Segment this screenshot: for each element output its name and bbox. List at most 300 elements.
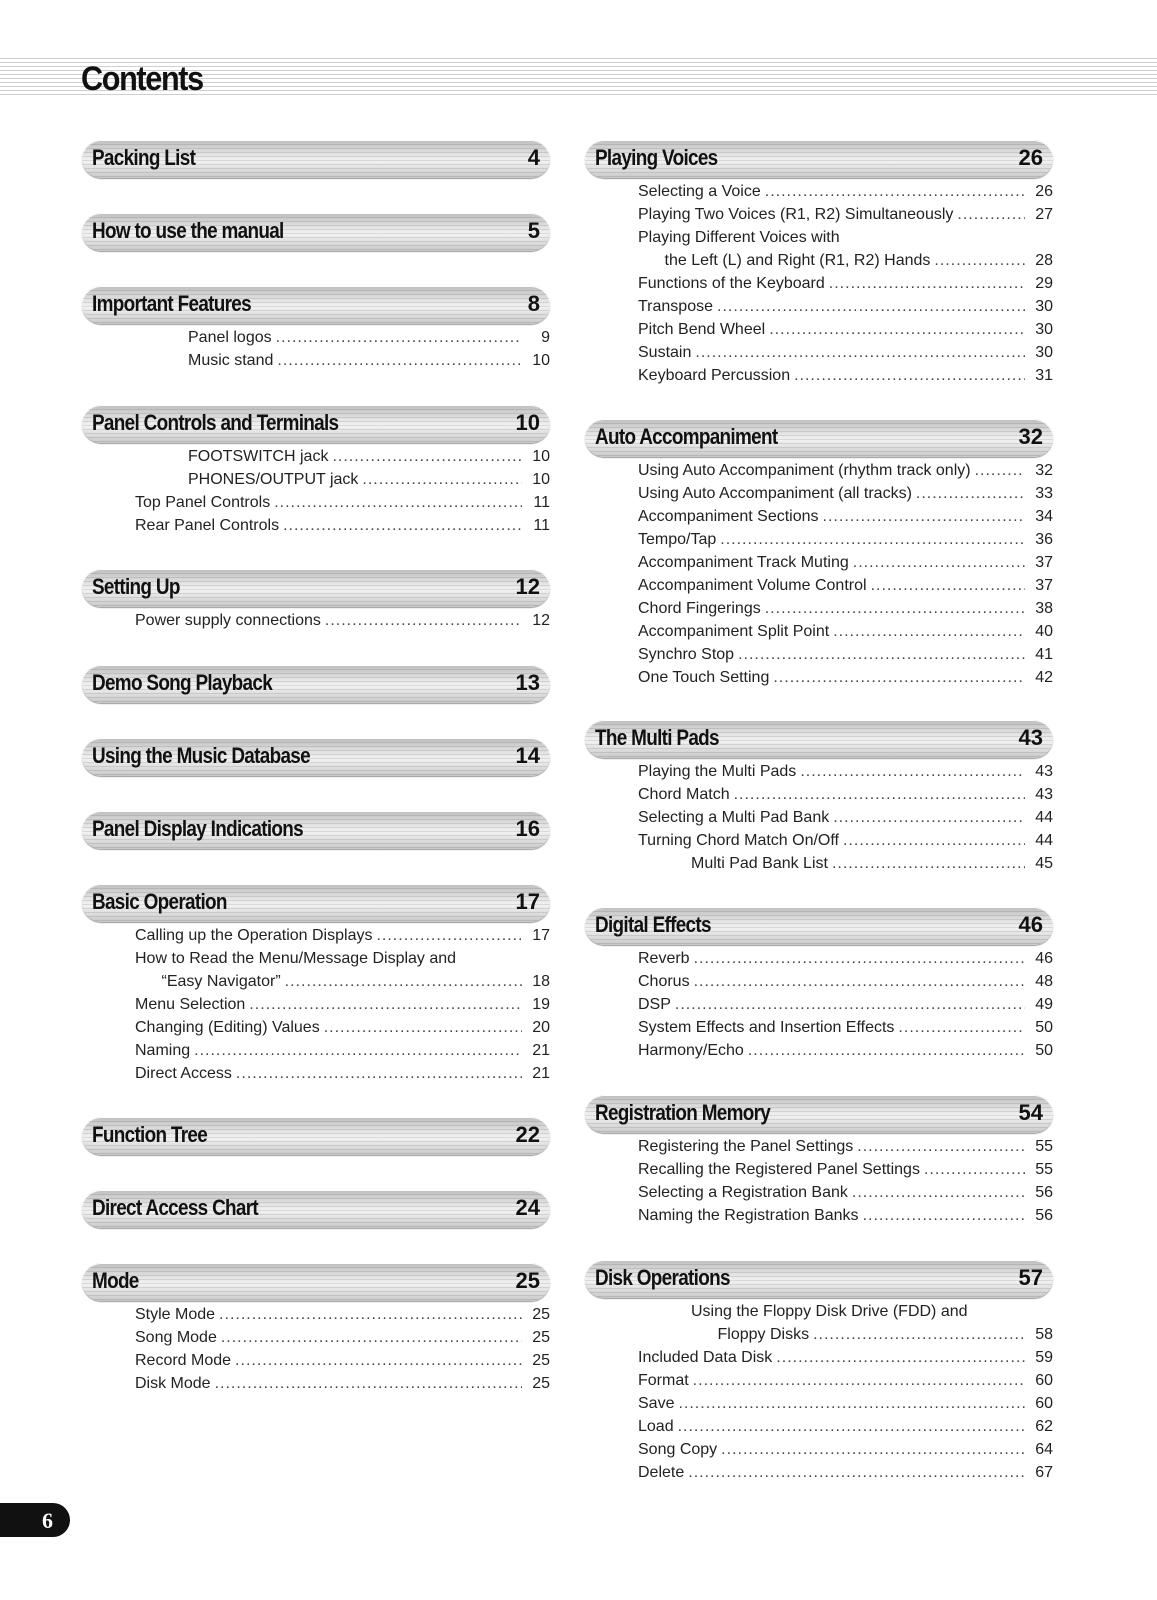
entry-page-number: 42 [1035,669,1053,686]
dot-leader [843,832,1025,850]
entry-page-number: 28 [1035,252,1053,269]
section-header[interactable] [82,665,550,703]
entry-page-number: 56 [1035,1207,1053,1224]
toc-section-panel-display-indications [82,811,550,849]
entry-text: Using Auto Accompaniment (rhythm track only) [638,462,971,479]
section-page-number: 32 [1018,424,1043,449]
entry-text: Calling up the Operation Displays [135,927,373,944]
toc-entry[interactable] [585,462,1053,485]
toc-entry[interactable] [82,1019,550,1042]
dot-leader [332,448,522,466]
entry-text: Registering the Panel Settings [638,1138,854,1155]
entry-page-number: 37 [1035,554,1053,571]
toc-entry[interactable] [585,344,1053,367]
section-page-number: 24 [515,1195,540,1220]
dot-leader [853,554,1025,572]
section-page-number: 46 [1018,912,1043,937]
entry-page-number: 26 [1035,183,1053,200]
entry-text: Naming [135,1042,191,1059]
section-header[interactable] [82,140,550,178]
page-number: 6 [42,1508,53,1533]
dot-leader [695,344,1025,362]
section-page-number: 4 [527,145,540,170]
entry-page-number: 17 [532,927,550,944]
dot-leader [277,352,522,370]
entry-page-number: 18 [532,973,550,990]
dot-leader [720,531,1025,549]
entry-text: Direct Access [135,1065,232,1082]
dot-leader [721,1441,1025,1459]
toc-entry[interactable] [585,229,1053,252]
toc-entry[interactable] [585,367,1053,390]
toc-entry[interactable] [585,1326,1053,1349]
dot-leader [769,321,1025,339]
entry-page-number: 34 [1035,508,1053,525]
entry-text: Accompaniment Volume Control [638,577,867,594]
toc-entry[interactable] [585,600,1053,623]
dot-leader [678,1395,1025,1413]
toc-entry[interactable] [585,531,1053,554]
entry-list [585,457,1053,692]
toc-entry[interactable] [585,973,1053,996]
toc-entry[interactable] [585,206,1053,229]
entry-page-number: 29 [1035,275,1053,292]
entry-page-number: 21 [532,1042,550,1059]
dot-leader [832,855,1025,873]
entry-page-number: 10 [532,471,550,488]
section-page-number: 13 [515,670,540,695]
section-title: Playing Voices [595,145,718,170]
entry-text: Accompaniment Split Point [638,623,830,640]
toc-section-how-to-use-the-manual [82,213,550,251]
entry-text: PHONES/OUTPUT jack [188,471,359,488]
toc-entry[interactable] [585,252,1053,275]
toc-entry[interactable] [82,517,550,540]
section-page-number: 16 [515,816,540,841]
entry-text: Transpose [638,298,713,315]
toc-entry[interactable] [82,950,550,973]
dot-leader [773,669,1025,687]
entry-page-number: 32 [1035,462,1053,479]
dot-leader [852,1184,1025,1202]
dot-leader [776,1349,1025,1367]
toc-entry[interactable] [585,669,1053,692]
section-header[interactable] [585,140,1053,178]
dot-leader [924,1161,1025,1179]
entry-text: Menu Selection [135,996,246,1013]
entry-page-number: 43 [1035,763,1053,780]
entry-page-number: 43 [1035,786,1053,803]
toc-entry[interactable] [585,1464,1053,1487]
entry-text: Harmony/Echo [638,1042,744,1059]
entry-page-number: 25 [532,1375,550,1392]
entry-text: Synchro Stop [638,646,735,663]
toc-entry[interactable] [585,1303,1053,1326]
section-page-number: 43 [1018,725,1043,750]
entry-page-number: 46 [1035,950,1053,967]
toc-entry[interactable] [585,183,1053,206]
entry-page-number: 21 [532,1065,550,1082]
toc-section-mode [82,1263,550,1398]
section-page-number: 14 [515,743,540,768]
section-page-number: 17 [515,889,540,914]
entry-text: Naming the Registration Banks [638,1207,859,1224]
entry-page-number: 48 [1035,973,1053,990]
toc-section-basic-operation [82,884,550,1088]
dot-leader [765,183,1025,201]
entry-text: Chord Match [638,786,730,803]
dot-leader [376,927,522,945]
entry-text: Panel logos [188,329,272,346]
toc-entry[interactable] [585,996,1053,1019]
entry-text: DSP [638,996,671,1013]
dot-leader [694,973,1025,991]
section-page-number: 22 [515,1122,540,1147]
toc-entry[interactable] [82,927,550,950]
toc-entry[interactable] [82,352,550,375]
entry-list [585,945,1053,1065]
toc-entry[interactable] [585,832,1053,855]
dot-leader [833,809,1025,827]
entry-page-number: 38 [1035,600,1053,617]
section-header[interactable] [82,1263,550,1301]
entry-text: Reverb [638,950,690,967]
toc-entry[interactable] [585,1418,1053,1441]
entry-page-number: 31 [1035,367,1053,384]
entry-text: System Effects and Insertion Effects [638,1019,895,1036]
dot-leader [276,329,522,347]
toc-entry[interactable] [82,329,550,352]
section-title: Disk Operations [595,1265,730,1290]
toc-entry[interactable] [82,1352,550,1375]
section-header[interactable] [82,811,550,849]
entry-text: Accompaniment Track Muting [638,554,849,571]
toc-entry[interactable] [585,855,1053,878]
dot-leader [324,1019,522,1037]
section-title: Important Features [92,291,251,316]
entry-page-number: 11 [533,494,550,511]
section-header[interactable] [82,884,550,922]
toc-entry[interactable] [82,1065,550,1088]
section-page-number: 54 [1018,1100,1043,1125]
dot-leader [800,763,1025,781]
entry-text: Tempo/Tap [638,531,717,548]
dot-leader [285,973,522,991]
entry-list [82,1301,550,1398]
entry-text: Music stand [188,352,274,369]
section-page-number: 5 [527,218,540,243]
dot-leader [362,471,522,489]
entry-text: Functions of the Keyboard [638,275,825,292]
section-header[interactable] [82,1117,550,1155]
entry-page-number: 25 [532,1352,550,1369]
entry-page-number: 45 [1035,855,1053,872]
section-header[interactable] [585,419,1053,457]
entry-text: Chord Fingerings [638,600,761,617]
entry-text: Recalling the Registered Panel Settings [638,1161,920,1178]
entry-page-number: 58 [1035,1326,1053,1343]
entry-text: Playing Different Voices with [638,229,840,246]
entry-page-number: 60 [1035,1372,1053,1389]
entry-page-number: 37 [1035,577,1053,594]
toc-entry[interactable] [585,1349,1053,1372]
dot-leader [813,1326,1025,1344]
toc-entry[interactable] [585,1207,1053,1230]
entry-text: Record Mode [135,1352,232,1369]
entry-page-number: 9 [541,329,550,346]
dot-leader [748,1042,1025,1060]
section-title: Setting Up [92,574,180,599]
toc-entry[interactable] [585,1042,1053,1065]
dot-leader [734,786,1025,804]
toc-entry[interactable] [82,494,550,517]
entry-page-number: 30 [1035,321,1053,338]
section-page-number: 12 [515,574,540,599]
section-page-number: 26 [1018,145,1043,170]
entry-page-number: 62 [1035,1418,1053,1435]
toc-entry[interactable] [82,471,550,494]
dot-leader [194,1042,522,1060]
toc-entry[interactable] [585,623,1053,646]
dot-leader [274,494,522,512]
section-title: Packing List [92,145,196,170]
entry-page-number: 49 [1035,996,1053,1013]
entry-page-number: 55 [1035,1138,1053,1155]
section-title: Basic Operation [92,889,227,914]
dot-leader [916,485,1025,503]
dot-leader [694,950,1025,968]
section-header[interactable] [82,213,550,251]
section-page-number: 57 [1018,1265,1043,1290]
entry-text: Power supply connections [135,612,321,629]
dot-leader [863,1207,1025,1225]
entry-text: Pitch Bend Wheel [638,321,766,338]
section-title: Using the Music Database [92,743,310,768]
toc-section-digital-effects [585,907,1053,1065]
toc-entry[interactable] [585,321,1053,344]
entry-page-number: 25 [532,1329,550,1346]
entry-page-number: 60 [1035,1395,1053,1412]
section-header[interactable] [82,405,550,443]
toc-entry[interactable] [585,1019,1053,1042]
dot-leader [833,623,1025,641]
entry-page-number: 20 [532,1019,550,1036]
entry-page-number: 11 [533,517,550,534]
entry-text: Style Mode [135,1306,216,1323]
section-header[interactable] [585,1095,1053,1133]
entry-text: Selecting a Multi Pad Bank [638,809,830,826]
toc-entry[interactable] [585,1441,1053,1464]
entry-text: Turning Chord Match On/Off [638,832,839,849]
entry-page-number: 30 [1035,298,1053,315]
page-number-badge [0,1503,70,1537]
toc-entry[interactable] [82,996,550,1019]
section-title: Demo Song Playback [92,670,273,695]
dot-leader [829,275,1025,293]
entry-text: Selecting a Voice [638,183,761,200]
entry-text: Top Panel Controls [135,494,271,511]
section-title: Direct Access Chart [92,1195,259,1220]
section-title: Panel Display Indications [92,816,303,841]
section-header[interactable] [585,1260,1053,1298]
entry-page-number: 25 [532,1306,550,1323]
toc-entry[interactable] [585,554,1053,577]
toc-section-packing-list [82,140,550,178]
section-page-number: 25 [515,1268,540,1293]
entry-text: Keyboard Percussion [638,367,791,384]
toc-section-setting-up [82,569,550,635]
entry-text: Accompaniment Sections [638,508,819,525]
toc-entry[interactable] [585,577,1053,600]
entry-text: Using the Floppy Disk Drive (FDD) and [691,1303,968,1320]
entry-text: Selecting a Registration Bank [638,1184,848,1201]
section-header[interactable] [82,286,550,324]
dot-leader [957,206,1025,224]
dot-leader [688,1464,1025,1482]
entry-page-number: 33 [1035,485,1053,502]
dot-leader [934,252,1025,270]
toc-section-auto-accompaniment [585,419,1053,692]
toc-entry[interactable] [82,1306,550,1329]
toc-entry[interactable] [585,950,1053,973]
entry-text: Using Auto Accompaniment (all tracks) [638,485,912,502]
entry-text: FOOTSWITCH jack [188,448,329,465]
dot-leader [236,1065,522,1083]
toc-entry[interactable] [585,1372,1053,1395]
entry-page-number: 67 [1035,1464,1053,1481]
page-title: Contents [81,60,203,98]
toc-section-using-the-music-database [82,738,550,776]
entry-text: Changing (Editing) Values [135,1019,320,1036]
entry-page-number: 55 [1035,1161,1053,1178]
entry-page-number: 64 [1035,1441,1053,1458]
entry-page-number: 27 [1035,206,1053,223]
entry-page-number: 30 [1035,344,1053,361]
entry-page-number: 50 [1035,1019,1053,1036]
dot-leader [221,1329,522,1347]
section-header[interactable] [82,1190,550,1228]
section-page-number: 10 [515,410,540,435]
toc-entry[interactable] [82,1042,550,1065]
toc-section-the-multi-pads [585,720,1053,878]
entry-text: Delete [638,1464,685,1481]
dot-leader [975,462,1025,480]
entry-text: Sustain [638,344,692,361]
toc-section-demo-song-playback [82,665,550,703]
toc-entry[interactable] [585,508,1053,531]
entry-text: Floppy Disks [717,1326,810,1343]
toc-section-panel-controls-and-terminals [82,405,550,540]
entry-list [585,178,1053,390]
toc-entry[interactable] [585,298,1053,321]
entry-text: Included Data Disk [638,1349,773,1366]
toc-entry[interactable] [82,448,550,471]
toc-entry[interactable] [82,1375,550,1398]
toc-entry[interactable] [585,1184,1053,1207]
section-title: The Multi Pads [595,725,719,750]
section-header[interactable] [82,569,550,607]
dot-leader [219,1306,522,1324]
entry-page-number: 36 [1035,531,1053,548]
entry-text: Chorus [638,973,690,990]
entry-text: “Easy Navigator” [161,973,281,990]
entry-text: Playing the Multi Pads [638,763,797,780]
dot-leader [249,996,522,1014]
entry-list [585,1133,1053,1230]
entry-page-number: 19 [532,996,550,1013]
dot-leader [693,1372,1025,1390]
entry-text: Multi Pad Bank List [691,855,828,872]
dot-leader [898,1019,1025,1037]
toc-entry[interactable] [585,809,1053,832]
dot-leader [738,646,1025,664]
entry-page-number: 10 [532,448,550,465]
entry-list [82,443,550,540]
toc-entry[interactable] [585,485,1053,508]
entry-list [82,324,550,375]
dot-leader [675,996,1025,1014]
entry-text: Rear Panel Controls [135,517,280,534]
entry-page-number: 44 [1035,832,1053,849]
section-title: Digital Effects [595,912,711,937]
dot-leader [325,612,522,630]
entry-list [585,758,1053,878]
section-title: Function Tree [92,1122,208,1147]
toc-section-disk-operations [585,1260,1053,1487]
section-title: Registration Memory [595,1100,771,1125]
section-header[interactable] [585,907,1053,945]
entry-text: Song Mode [135,1329,217,1346]
entry-page-number: 44 [1035,809,1053,826]
toc-entry[interactable] [585,786,1053,809]
dot-leader [871,577,1025,595]
dot-leader [678,1418,1025,1436]
entry-list [82,922,550,1088]
dot-leader [823,508,1025,526]
entry-text: Song Copy [638,1441,718,1458]
toc-entry[interactable] [82,973,550,996]
dot-leader [215,1375,522,1393]
toc-entry[interactable] [585,1161,1053,1184]
toc-entry[interactable] [82,612,550,635]
entry-page-number: 41 [1035,646,1053,663]
toc-entry[interactable] [585,1395,1053,1418]
entry-text: the Left (L) and Right (R1, R2) Hands [664,252,931,269]
dot-leader [765,600,1025,618]
entry-text: Load [638,1418,674,1435]
entry-list [585,1298,1053,1487]
section-title: Panel Controls and Terminals [92,410,339,435]
section-title: How to use the manual [92,218,284,243]
section-header[interactable] [585,720,1053,758]
entry-text: Format [638,1372,689,1389]
dot-leader [235,1352,522,1370]
entry-page-number: 56 [1035,1184,1053,1201]
section-header[interactable] [82,738,550,776]
entry-text: One Touch Setting [638,669,770,686]
entry-text: How to Read the Menu/Message Display and [135,950,457,967]
entry-text: Disk Mode [135,1375,211,1392]
toc-entry[interactable] [585,1138,1053,1161]
toc-entry[interactable] [585,646,1053,669]
toc-entry[interactable] [585,763,1053,786]
toc-section-important-features [82,286,550,375]
toc-section-function-tree [82,1117,550,1155]
entry-list [82,607,550,635]
toc-entry[interactable] [585,275,1053,298]
toc-entry[interactable] [82,1329,550,1352]
entry-text: Playing Two Voices (R1, R2) Simultaneously [638,206,954,223]
